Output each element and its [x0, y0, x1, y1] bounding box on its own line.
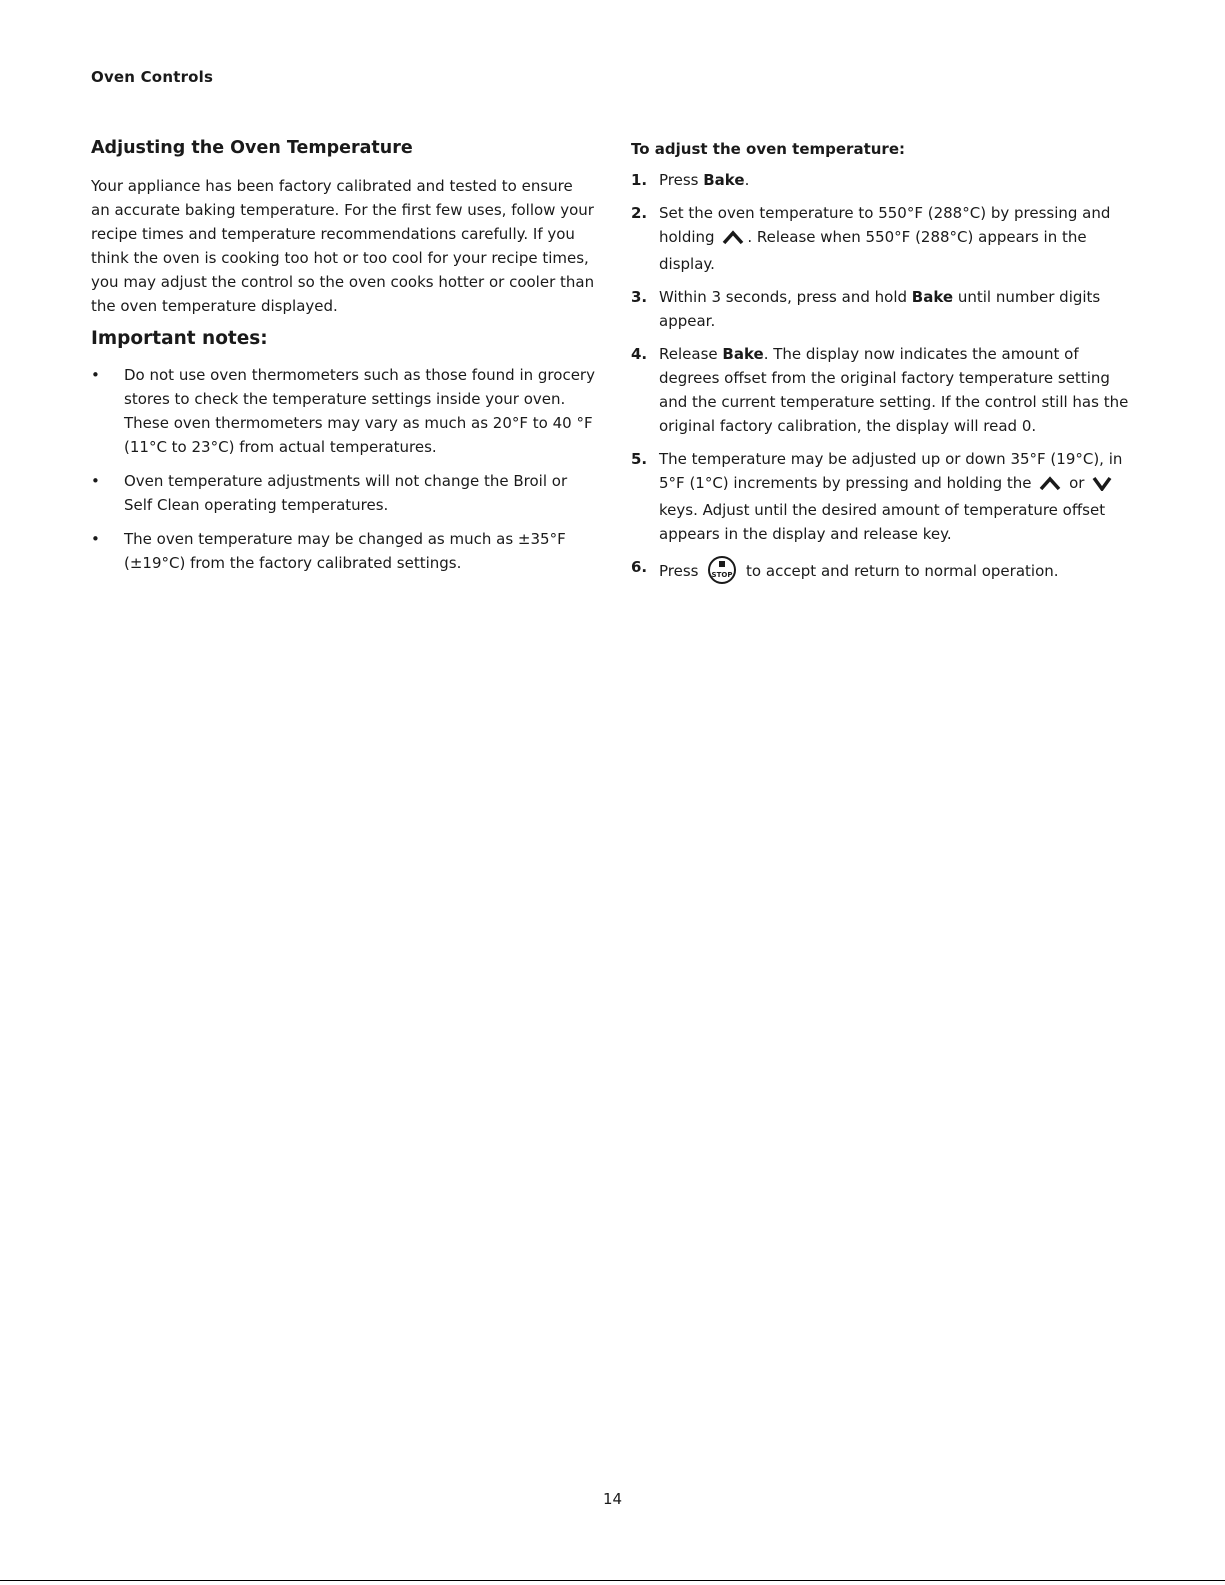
note-text: The oven temperature may be changed as much as ±35°F (±19°C) from the factory calibrated settings. [124, 530, 566, 572]
bake-key-label: Bake [703, 171, 745, 189]
main-title: Adjusting the Oven Temperature [91, 138, 413, 158]
bullet: • [91, 472, 100, 490]
step-text: . The display now indicates the amount of degrees offset from the original factory temperature setting and the current temperature setting. If the control still has the original factory calibration, the display will read 0. [659, 345, 1129, 435]
note-text: Oven temperature adjustments will not change the Broil or Self Clean operating temperatures. [124, 472, 568, 514]
step-item [631, 285, 1136, 333]
step-item [631, 342, 1136, 438]
step-item [631, 201, 1136, 276]
down-arrow-icon [1092, 474, 1112, 498]
step-text: or [1069, 474, 1085, 492]
bake-key-label: Bake [911, 288, 954, 306]
step-text: until number digits appear. [659, 288, 1101, 330]
note-item [91, 363, 596, 459]
note-item [91, 527, 596, 575]
step-text: Within 3 seconds, press and hold [659, 288, 912, 306]
right-column [631, 140, 1136, 601]
step-text: Release [659, 345, 723, 363]
bake-key-label: Bake [722, 345, 764, 363]
step-number: 6. [631, 558, 648, 576]
note-text: Do not use oven thermometers such as those found in grocery stores to check the temperature settings inside your oven. These oven thermometers may vary as much as 20°F to 40 °F (11°C to 23°C) from actual temperatures. [124, 366, 595, 456]
steps-list [631, 168, 1136, 592]
up-arrow-icon [722, 228, 744, 252]
step-item [631, 555, 1136, 592]
step-text: Press [659, 562, 699, 580]
step-text: Set the oven temperature to 550°F (288°C) by pressing and holding [659, 204, 1111, 246]
left-column [91, 138, 596, 585]
step-text: Press [659, 171, 704, 189]
step-number: 1. [631, 171, 648, 189]
intro-paragraph: Your appliance has been factory calibrated and tested to ensure an accurate baking temperature. For the first few uses, follow your recipe times and temperature recommendations carefully. If you think the oven is cooking too hot or too cool for your recipe times, you may adjust the control so the oven cooks hotter or cooler than the oven temperature displayed. [91, 177, 595, 315]
note-item [91, 469, 596, 517]
step-item [631, 447, 1136, 546]
step-number: 5. [631, 450, 648, 468]
section-header: Oven Controls [91, 68, 214, 86]
step-text: keys. Adjust until the desired amount of temperature offset appears in the display and release key. [659, 501, 1106, 543]
page-number: 14 [602, 1490, 623, 1508]
procedure-title: To adjust the oven temperature: [631, 140, 905, 158]
svg-text:STOP: STOP [711, 571, 733, 579]
step-text: to accept and return to normal operation. [746, 562, 1059, 580]
step-text: The temperature may be adjusted up or down 35°F (19°C), in 5°F (1°C) increments by pressing and holding the [659, 450, 1123, 492]
notes-title: Important notes: [91, 328, 268, 349]
up-arrow-icon [1039, 474, 1061, 498]
stop-key-icon [707, 555, 737, 592]
step-number: 2. [631, 204, 648, 222]
bullet: • [91, 530, 100, 548]
step-item [631, 168, 1136, 192]
bullet: • [91, 366, 100, 384]
step-number: 4. [631, 345, 648, 363]
step-text: . Release when 550°F (288°C) appears in the display. [659, 228, 1087, 273]
notes-list [91, 363, 596, 575]
bottom-rule [0, 1580, 1225, 1581]
step-text: . [744, 171, 750, 189]
step-number: 3. [631, 288, 648, 306]
